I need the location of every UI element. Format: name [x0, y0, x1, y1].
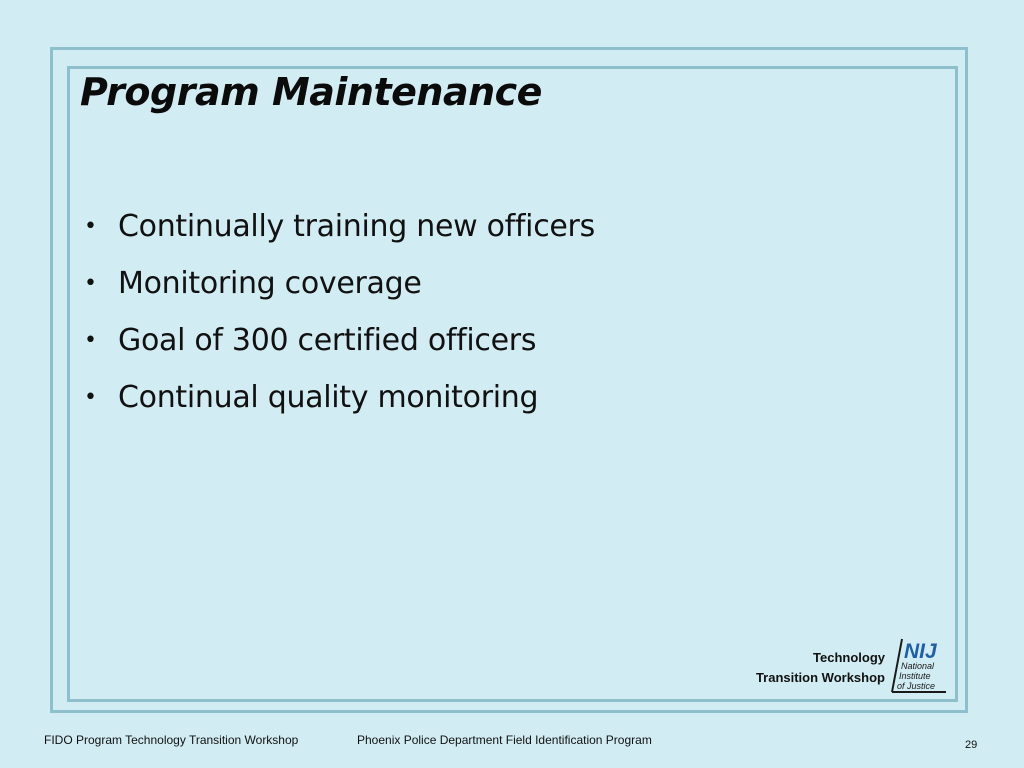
bullet-icon: •	[84, 385, 97, 410]
bullet-text: Continual quality monitoring	[118, 380, 539, 415]
bullet-text: Continually training new officers	[118, 209, 595, 244]
slide-title: Program Maintenance	[80, 70, 542, 114]
bullet-icon: •	[84, 271, 97, 296]
footer-left-text: FIDO Program Technology Transition Workshop	[44, 733, 299, 747]
page-number: 29	[965, 739, 978, 751]
nij-logo-icon	[890, 638, 948, 694]
bullet-text: Monitoring coverage	[118, 266, 422, 301]
workshop-label	[756, 648, 885, 688]
nij-line2: Institute	[899, 671, 931, 681]
bullet-icon: •	[84, 328, 97, 353]
nij-line1: National	[901, 661, 935, 671]
bullet-text: Goal of 300 certified officers	[118, 323, 537, 358]
nij-abbr: NIJ	[904, 640, 937, 663]
footer-center-text: Phoenix Police Department Field Identification Program	[357, 733, 652, 747]
nij-line3: of Justice	[897, 681, 936, 691]
workshop-label-line1: Technology	[813, 650, 885, 665]
workshop-label-line2: Transition Workshop	[755, 670, 885, 685]
bullet-icon: •	[84, 214, 97, 239]
